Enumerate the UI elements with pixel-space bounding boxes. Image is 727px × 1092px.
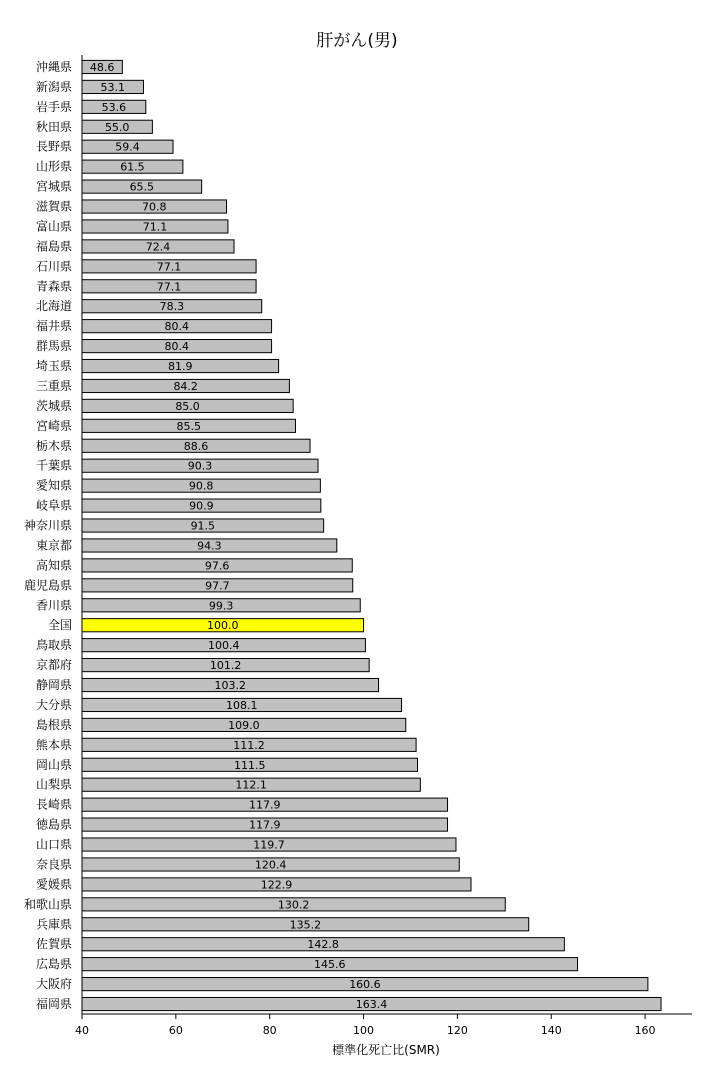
category-label: 東京都 <box>35 538 72 553</box>
bar-value-label: 91.5 <box>190 519 216 533</box>
bar-value-label: 59.4 <box>115 140 140 154</box>
category-label: 福井県 <box>35 319 72 334</box>
category-label: 高知県 <box>35 558 72 573</box>
category-label: 福島県 <box>35 239 72 254</box>
x-tick-label: 120 <box>446 1024 468 1037</box>
category-label: 全国 <box>47 618 72 633</box>
category-label: 鳥取県 <box>35 638 72 653</box>
x-tick-label: 60 <box>168 1024 183 1037</box>
bar-value-label: 70.8 <box>142 200 167 214</box>
bar-value-label: 122.9 <box>260 878 293 892</box>
bar-value-label: 99.3 <box>208 599 234 613</box>
bar-value-label: 90.3 <box>187 459 213 473</box>
bar-value-label: 71.1 <box>142 220 168 234</box>
category-label: 宮城県 <box>35 179 72 194</box>
bar-value-label: 61.5 <box>120 160 145 174</box>
bar-value-label: 48.6 <box>89 60 115 74</box>
category-label: 岡山県 <box>35 757 72 772</box>
bar-value-label: 72.4 <box>145 240 171 254</box>
category-label: 静岡県 <box>35 678 72 693</box>
bar-value-label: 53.1 <box>100 80 125 94</box>
category-label: 大分県 <box>35 697 72 712</box>
category-label: 山口県 <box>35 837 72 852</box>
bars-layer <box>24 59 661 1011</box>
bar-value-label: 77.1 <box>156 260 182 274</box>
category-label: 千葉県 <box>35 458 72 473</box>
category-label: 鹿児島県 <box>23 578 72 593</box>
category-label: 徳島県 <box>35 817 72 832</box>
bar-value-label: 100.4 <box>207 639 240 653</box>
x-tick-label: 140 <box>540 1024 562 1037</box>
bar-value-label: 85.0 <box>175 399 200 413</box>
category-label: 青森県 <box>35 279 72 294</box>
bar-value-label: 145.6 <box>314 958 346 972</box>
bar-value-label: 100.0 <box>207 619 239 633</box>
category-label: 兵庫県 <box>35 917 72 932</box>
category-label: 長崎県 <box>35 797 72 812</box>
x-axis-label: 標準化死亡比(SMR) <box>332 1043 440 1057</box>
category-label: 北海道 <box>35 299 72 314</box>
x-tick-label: 100 <box>353 1024 375 1037</box>
bar-value-label: 90.9 <box>189 499 214 513</box>
bar-value-label: 109.0 <box>228 718 260 732</box>
category-label: 神奈川県 <box>23 518 72 533</box>
category-label: 栃木県 <box>35 438 72 453</box>
category-label: 新潟県 <box>35 79 72 94</box>
category-label: 福岡県 <box>35 997 72 1012</box>
category-label: 山梨県 <box>35 777 72 792</box>
category-label: 長野県 <box>35 139 72 154</box>
bar-value-label: 120.4 <box>254 858 287 872</box>
category-label: 島根県 <box>35 717 72 732</box>
category-label: 群馬県 <box>35 339 72 354</box>
bar-value-label: 94.3 <box>197 539 222 553</box>
bar-value-label: 101.2 <box>209 659 242 673</box>
bar-value-label: 65.5 <box>129 180 155 194</box>
category-label: 大阪府 <box>35 977 72 992</box>
bar-value-label: 53.6 <box>101 100 127 114</box>
bar-value-label: 160.6 <box>349 978 381 992</box>
category-label: 岩手県 <box>35 99 72 114</box>
bar-value-label: 135.2 <box>289 918 322 932</box>
x-tick-label: 40 <box>75 1024 89 1037</box>
category-label: 茨城県 <box>35 398 72 413</box>
x-tick-label: 80 <box>262 1024 277 1037</box>
bar-value-label: 97.7 <box>205 579 230 593</box>
category-label: 宮崎県 <box>35 418 72 433</box>
bar-value-label: 77.1 <box>156 280 182 294</box>
bar-value-label: 88.6 <box>183 439 209 453</box>
bar-value-label: 142.8 <box>307 938 339 952</box>
bar-value-label: 163.4 <box>355 998 388 1012</box>
category-label: 和歌山県 <box>23 897 72 912</box>
category-label: 埼玉県 <box>35 359 72 374</box>
category-label: 愛媛県 <box>35 877 72 892</box>
x-tick-label: 160 <box>634 1024 656 1037</box>
category-label: 広島県 <box>35 957 72 972</box>
category-label: 三重県 <box>35 378 72 393</box>
category-label: 香川県 <box>35 598 72 613</box>
bar-value-label: 81.9 <box>168 360 193 374</box>
bar-value-label: 111.5 <box>234 758 266 772</box>
category-label: 熊本県 <box>35 737 72 752</box>
bar-value-label: 85.5 <box>176 419 201 433</box>
category-label: 岐阜県 <box>35 498 72 513</box>
bar-value-label: 78.3 <box>159 300 185 314</box>
bar-value-label: 84.2 <box>173 379 198 393</box>
bar-value-label: 117.9 <box>249 798 281 812</box>
category-label: 秋田県 <box>35 119 72 134</box>
category-label: 沖縄県 <box>35 59 72 74</box>
bar-value-label: 90.8 <box>188 479 214 493</box>
category-label: 佐賀県 <box>35 937 72 952</box>
bar-value-label: 111.2 <box>233 738 265 752</box>
bar-value-label: 108.1 <box>226 698 258 712</box>
bar-value-label: 80.4 <box>164 320 190 334</box>
category-label: 山形県 <box>35 159 72 174</box>
category-label: 京都府 <box>35 658 72 673</box>
bar-value-label: 112.1 <box>235 778 267 792</box>
chart-title: 肝がん(男) <box>316 31 398 51</box>
category-label: 石川県 <box>35 259 72 274</box>
bar-value-label: 55.0 <box>104 120 130 134</box>
bar-value-label: 117.9 <box>249 818 281 832</box>
category-label: 富山県 <box>35 219 72 234</box>
category-label: 奈良県 <box>35 857 72 872</box>
category-label: 愛知県 <box>35 478 72 493</box>
category-label: 滋賀県 <box>35 199 72 214</box>
bar-value-label: 80.4 <box>164 340 190 354</box>
bar-value-label: 130.2 <box>277 898 310 912</box>
bar-value-label: 119.7 <box>253 838 285 852</box>
bar-value-label: 97.6 <box>204 559 230 573</box>
bar-value-label: 103.2 <box>214 679 247 693</box>
